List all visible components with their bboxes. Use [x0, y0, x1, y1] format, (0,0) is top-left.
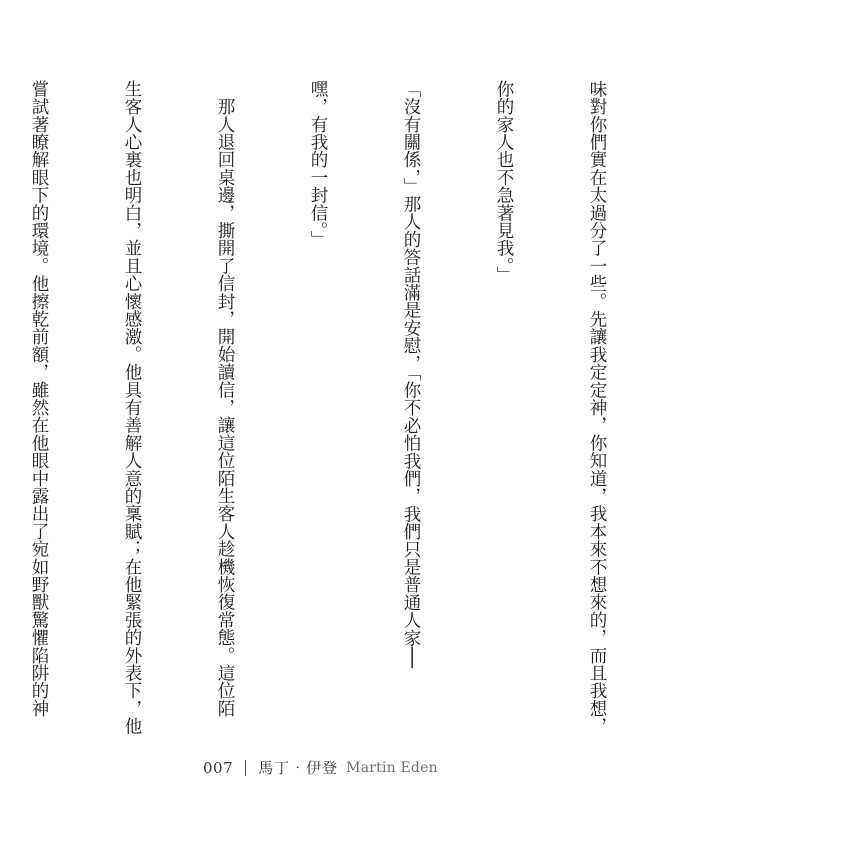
text-column: 味對你們實在太過分了一些。先讓我定定神，你知道，我本來不想來的，而且我想， [587, 80, 607, 735]
book-title-chinese: 馬丁‧伊登 [258, 759, 339, 777]
text-column: 嘿，有我的一封信。」 [308, 80, 328, 249]
text-column: 你的家人也不急著見我。」 [494, 80, 514, 284]
body-text [29, 80, 674, 735]
text-column: 「沒有關係，」那人的答話滿是安慰，「你不必怕我們，我們只是普通人家── [401, 80, 421, 669]
text-column: 那人退回桌邊，撕開了信封，開始讀信，讓這位陌生客人趁機恢復常態。這位陌 [215, 80, 235, 718]
page-number: 007 [203, 758, 234, 777]
footer-divider [245, 760, 246, 776]
text-column: 嘗試著瞭解眼下的環境。他擦乾前額，雖然在他眼中露出了宛如野獸驚懼陷阱的神 [29, 80, 49, 718]
book-title-english: Martin Eden [346, 759, 438, 776]
text-column: 生客人心裏也明白，並且心懷感激。他具有善解人意的稟賦；在他緊張的外表下，他 [122, 80, 142, 735]
page-footer [203, 757, 438, 778]
